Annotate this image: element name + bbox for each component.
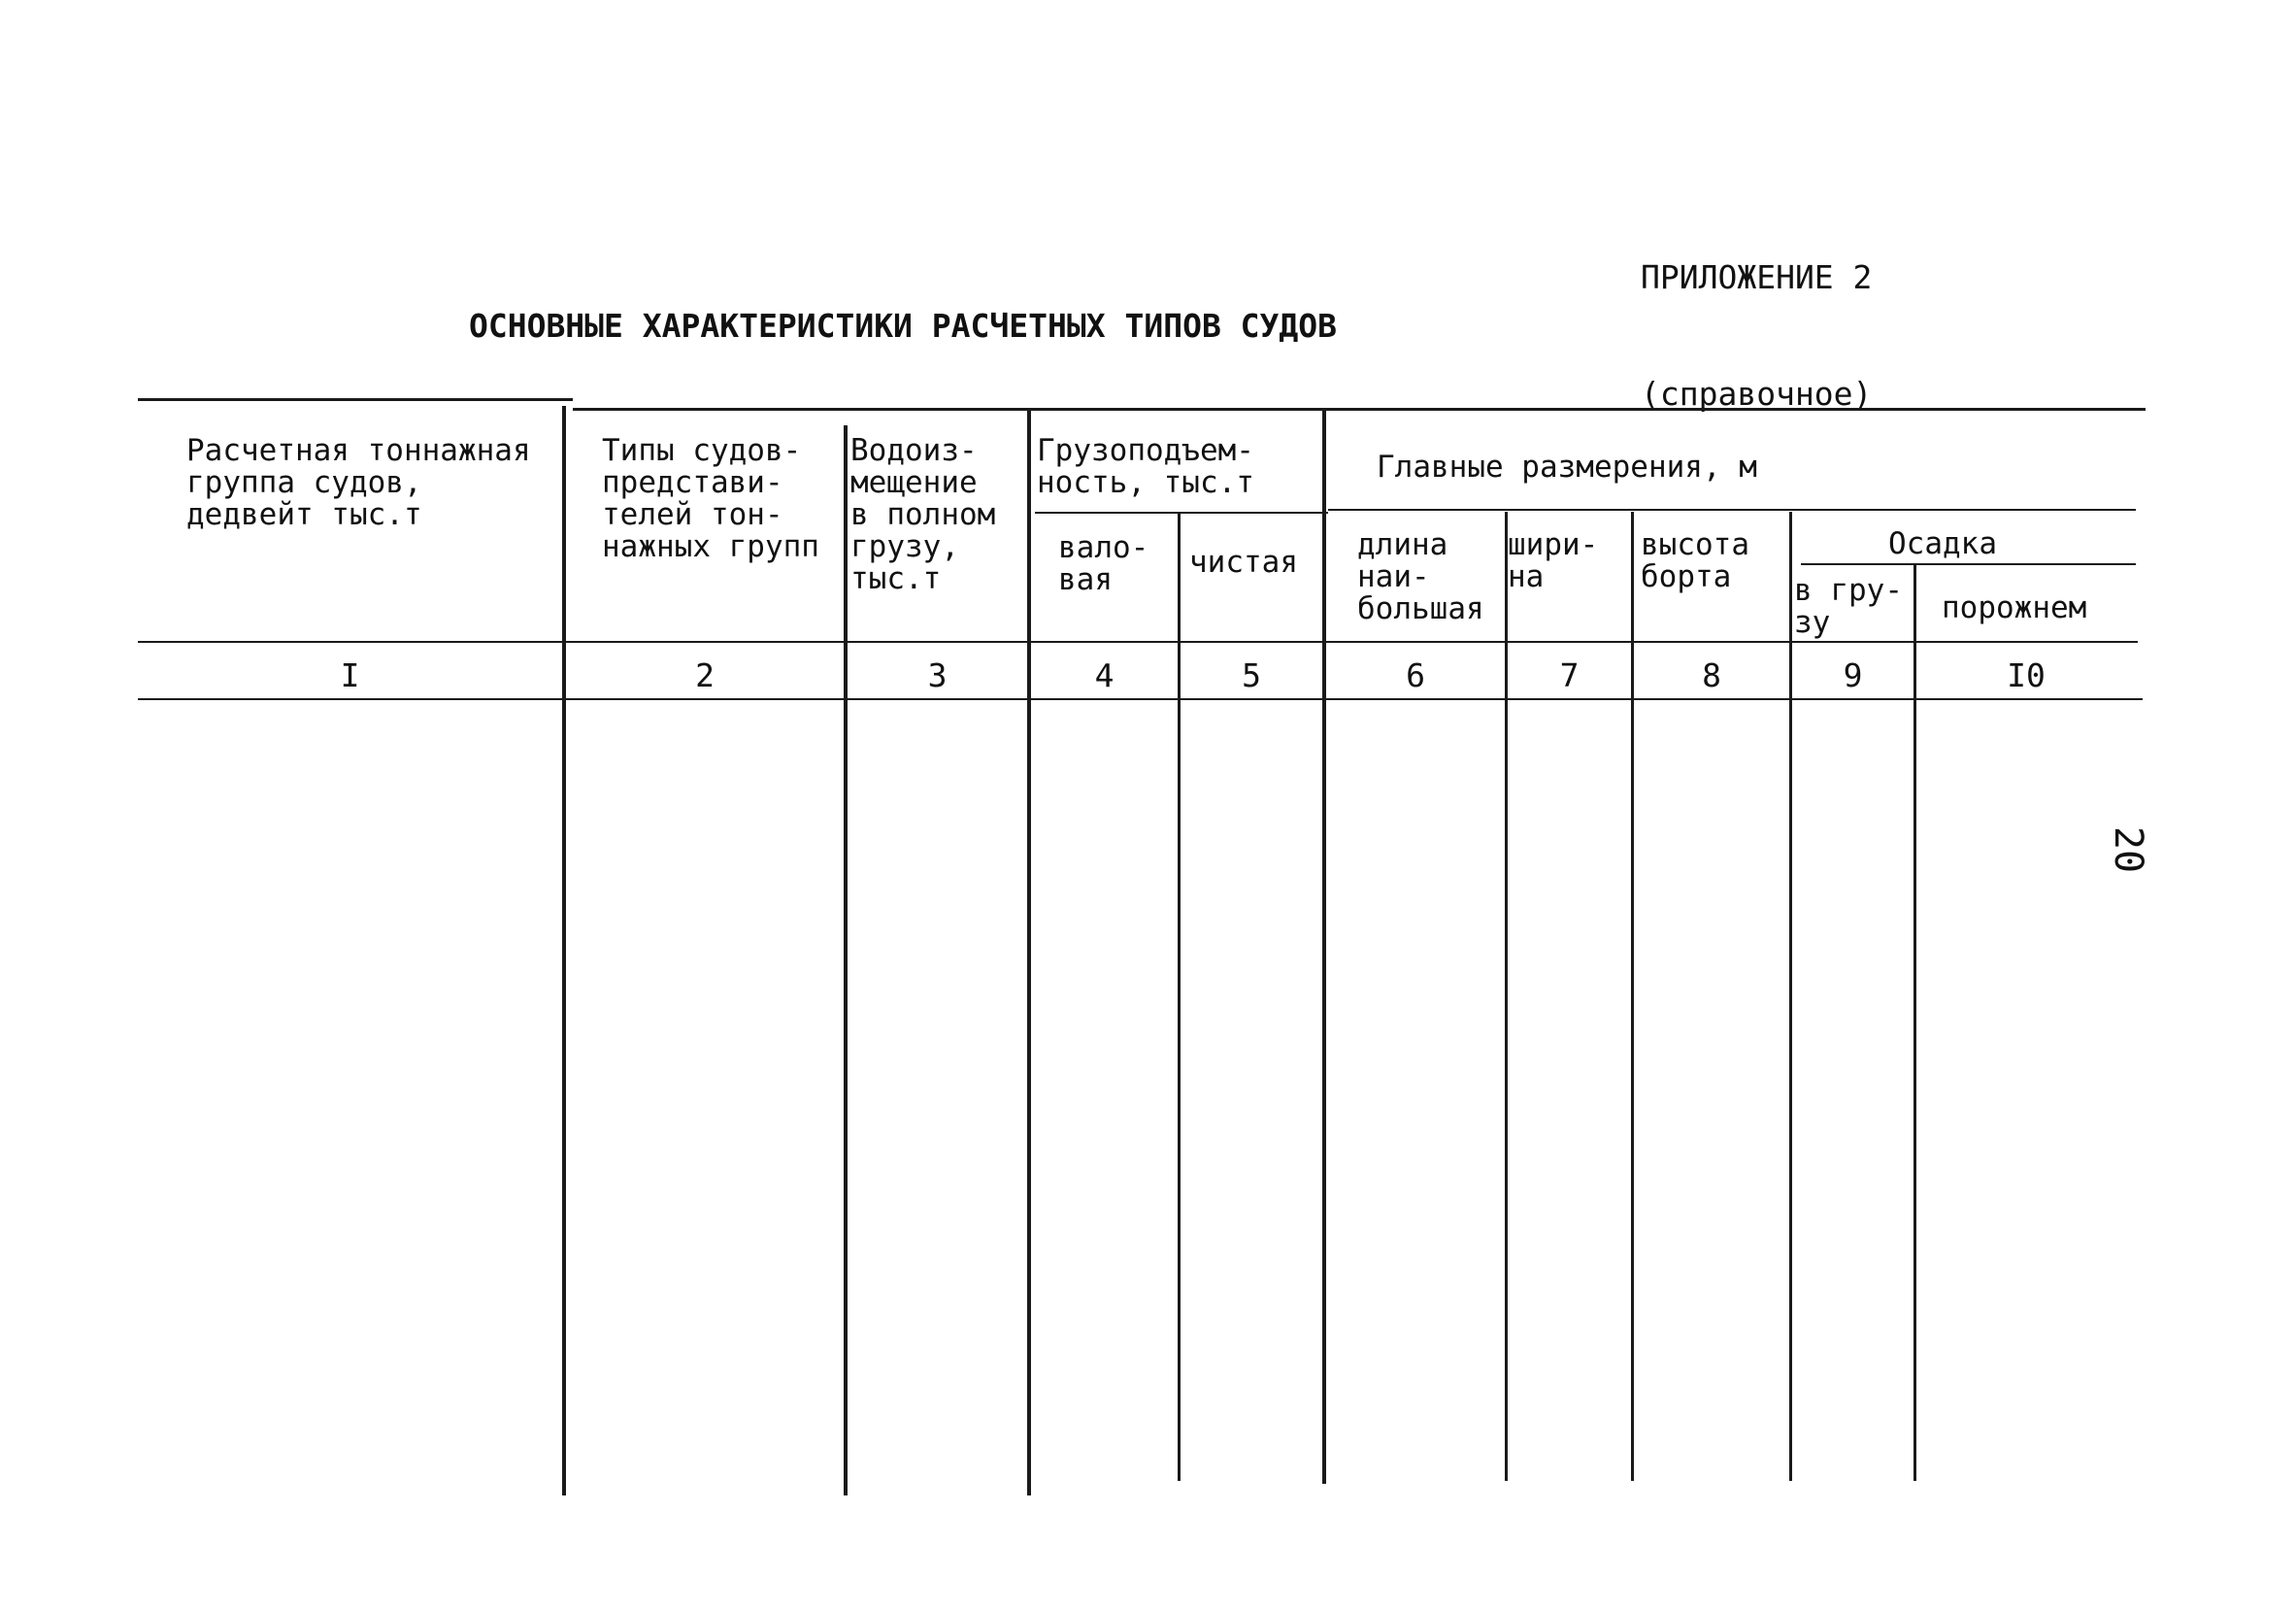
column-number: I (340, 656, 360, 694)
column-number: 7 (1559, 656, 1580, 694)
header-depth: высота борта (1641, 527, 1749, 594)
table-top-border (138, 398, 573, 401)
header-tonnage-group: Расчетная тоннажная группа судов, дедвейт тыс.т (186, 433, 531, 532)
col-divider-9 (1913, 563, 1916, 1481)
header-net: чистая (1189, 545, 1298, 580)
column-number: I0 (2007, 656, 2046, 694)
page-title: ОСНОВНЫЕ ХАРАКТЕРИСТИКИ РАСЧЕТНЫХ ТИПОВ СУДОВ (468, 307, 1338, 345)
col-divider-3 (1027, 408, 1031, 1495)
header-bottom-line (138, 641, 2138, 643)
header-width: шири- на (1508, 527, 1599, 594)
column-number: 6 (1406, 656, 1425, 694)
header-draft-ballast: порожнем (1942, 590, 2087, 625)
column-number: 3 (927, 656, 948, 694)
header-capacity-group: Грузоподъем- ность, тыс.т (1037, 433, 1254, 500)
column-numbers-bottom-line (138, 698, 2143, 700)
draft-subheader-line (1801, 563, 2136, 565)
header-displacement: Водоиз- мещение в полном грузу, тыс.т (850, 433, 996, 596)
capacity-subheader-line (1035, 512, 1328, 514)
col-divider-2 (844, 425, 848, 1495)
column-number: 4 (1094, 656, 1115, 694)
table-top-border-right (573, 408, 2146, 411)
header-vessel-types: Типы судов- представи- телей тон- нажных групп (602, 433, 819, 564)
header-draft-group: Осадка (1888, 526, 1997, 561)
column-number: 2 (695, 656, 715, 694)
column-number: 9 (1843, 656, 1863, 694)
header-draft-loaded: в гру- зу (1794, 573, 1903, 640)
col-divider-1 (562, 406, 566, 1495)
dimensions-subheader-line (1328, 509, 2136, 511)
header-length: длина наи- большая (1357, 527, 1484, 626)
column-number: 8 (1702, 656, 1721, 694)
page-number: 20 (2106, 825, 2151, 874)
appendix-note: (справочное) (1641, 375, 1873, 413)
column-number: 5 (1242, 656, 1261, 694)
header-dimensions-group: Главные размерения, м (1377, 450, 1757, 485)
appendix-number: ПРИЛОЖЕНИЕ 2 (1641, 258, 1873, 296)
col-divider-5 (1322, 408, 1326, 1484)
header-gross: вало- вая (1058, 530, 1149, 597)
